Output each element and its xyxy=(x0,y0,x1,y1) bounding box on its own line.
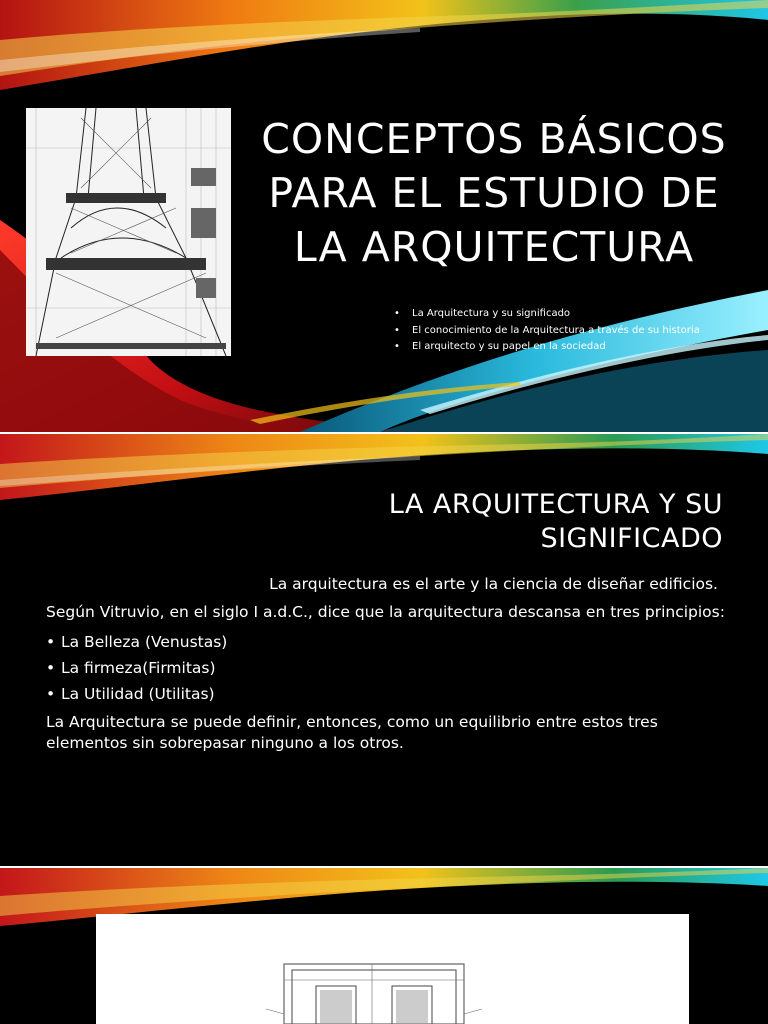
eiffel-tower-sketch-icon xyxy=(26,108,231,356)
conclusion-text: La Arquitectura se puede definir, entonces, como un equilibrio entre estos tres elementos sin sobrepasar ninguno a los otros. xyxy=(46,713,658,752)
floor-plan-drawing-icon xyxy=(96,914,689,1024)
topic-list xyxy=(394,306,700,356)
slide-title: LA ARQUITECTURA Y SU SIGNIFICADO xyxy=(388,489,723,554)
intro-text: La arquitectura es el arte y la ciencia de diseñar edificios. xyxy=(269,575,718,593)
principle-item: • La firmeza(Firmitas) xyxy=(46,655,736,681)
principles-list xyxy=(46,629,736,707)
principle-item: • La Utilidad (Utilitas) xyxy=(46,681,736,707)
topic-item: • El arquitecto y su papel en la sociedad xyxy=(394,339,700,356)
floor-plan-image xyxy=(96,914,689,1024)
content-slide xyxy=(0,434,768,866)
slide-title: CONCEPTOS BÁSICOS PARA EL ESTUDIO DE LA ARQUITECTURA xyxy=(261,115,727,271)
topic-item: • El conocimiento de la Arquitectura a través de su historia xyxy=(394,323,700,340)
slide-body xyxy=(46,574,736,754)
principle-item: • La Belleza (Venustas) xyxy=(46,629,736,655)
image-slide xyxy=(0,868,768,1024)
eiffel-tower-drawing-image xyxy=(26,108,231,356)
title-slide xyxy=(0,0,768,432)
topic-item: • La Arquitectura y su significado xyxy=(394,306,700,323)
vitruvio-paragraph: Según Vitruvio, en el siglo I a.d.C., dice que la arquitectura descansa en tres principios: xyxy=(46,603,725,621)
